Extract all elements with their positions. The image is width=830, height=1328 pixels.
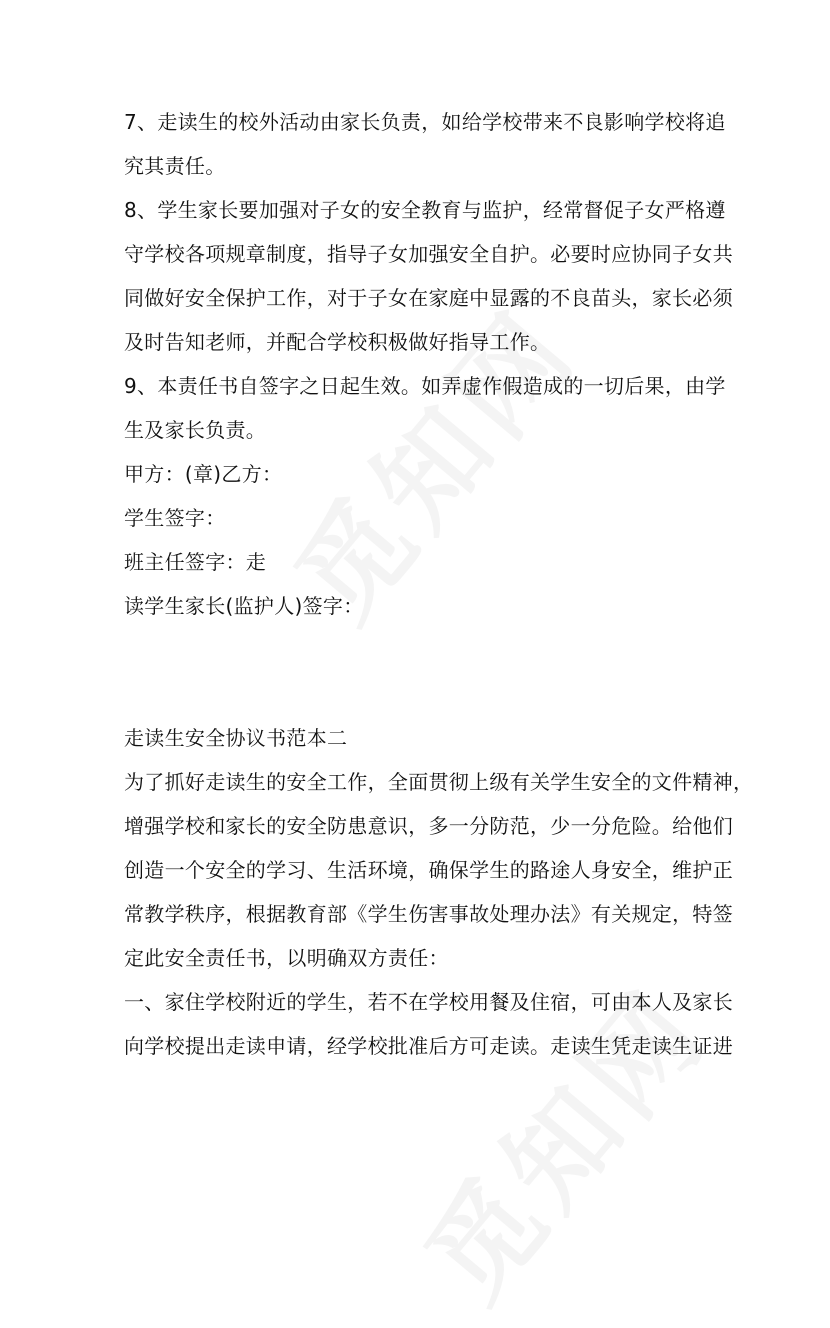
paragraph-line: 7、走读生的校外活动由家长负责，如给学校带来不良影响学校将追 (124, 110, 726, 134)
paragraph-line: 定此安全责任书，以明确双方责任： (124, 946, 449, 970)
paragraph-line: 增强学校和家长的安全防患意识，多一分防范，少一分危险。给他们 (124, 814, 733, 838)
paragraph-line: 同做好安全保护工作，对于子女在家庭中显露的不良苗头，家长必须 (124, 286, 733, 310)
paragraph-line: 为了抓好走读生的安全工作，全面贯彻上级有关学生安全的文件精神， (124, 770, 754, 794)
section-gap (124, 628, 724, 716)
paragraph-line: 守学校各项规章制度，指导子女加强安全自护。必要时应协同子女共 (124, 242, 733, 266)
section-title: 走读生安全协议书范本二 (124, 726, 348, 750)
paragraph-line: 及时告知老师，并配合学校积极做好指导工作。 (124, 330, 551, 354)
paragraph-line: 8、学生家长要加强对子女的安全教育与监护，经常督促子女严格遵 (124, 198, 726, 222)
paragraph-line: 向学校提出走读申请，经学校批准后方可走读。走读生凭走读生证进 (124, 1034, 733, 1058)
signature-line-student: 学生签字： (124, 506, 226, 530)
signature-line-guardian: 读学生家长(监护人)签字： (124, 594, 364, 618)
paragraph-line: 究其责任。 (124, 154, 226, 178)
paragraph-line: 9、本责任书自签字之日起生效。如弄虚作假造成的一切后果，由学 (124, 374, 726, 398)
paragraph-line: 一、家住学校附近的学生，若不在学校用餐及住宿，可由本人及家长 (124, 990, 733, 1014)
signature-line-teacher: 班主任签字：走 (124, 550, 267, 574)
paragraph-line: 创造一个安全的学习、生活环境，确保学生的路途人身安全，维护正 (124, 858, 733, 882)
paragraph-line: 生及家长负责。 (124, 418, 267, 442)
signature-line-party: 甲方：(章)乙方： (124, 462, 283, 486)
document-body (124, 100, 754, 1068)
paragraph-line: 常教学秩序，根据教育部《学生伤害事故处理办法》有关规定，特签 (124, 902, 733, 926)
